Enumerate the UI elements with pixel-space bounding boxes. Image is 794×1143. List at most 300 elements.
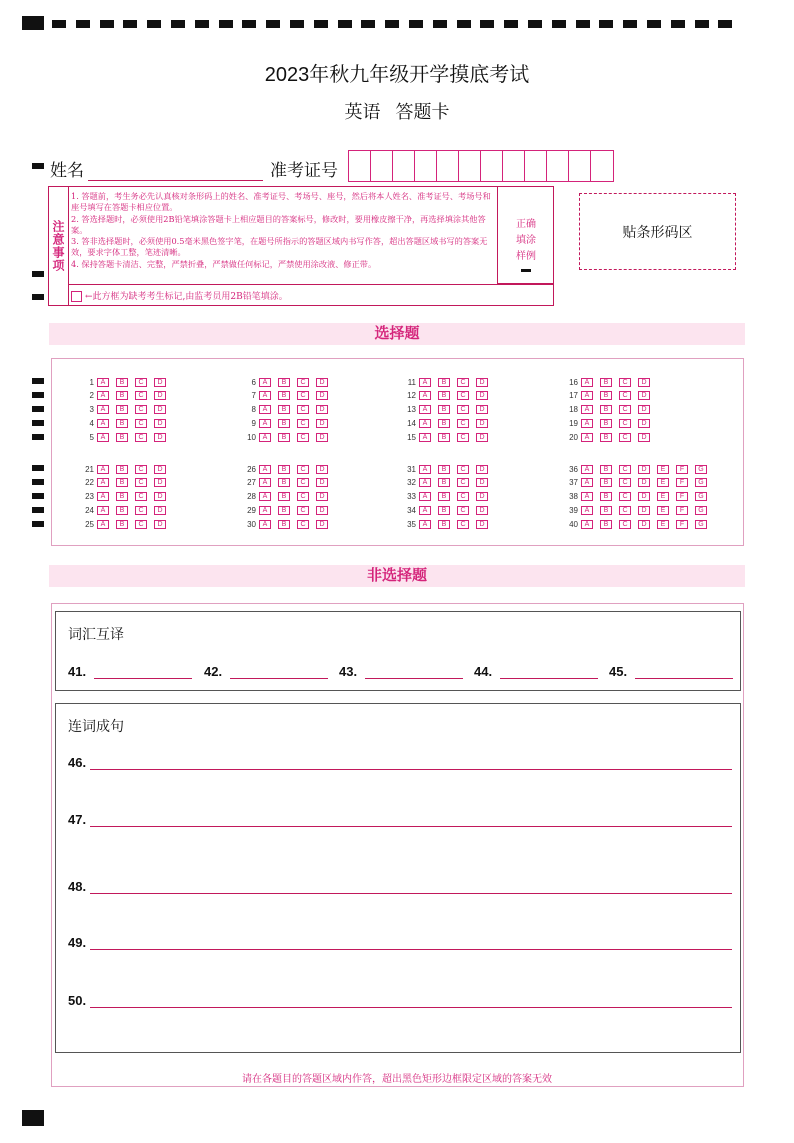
option-bubble[interactable]: F: [676, 492, 688, 501]
option-bubble[interactable]: B: [600, 465, 612, 474]
question-number: 14: [407, 418, 416, 428]
option-bubble[interactable]: A: [97, 378, 109, 387]
mc-question-row: [242, 376, 335, 388]
option-bubble[interactable]: B: [600, 405, 612, 414]
option-bubble[interactable]: D: [638, 478, 650, 487]
mc-question-row: [402, 376, 495, 388]
option-bubble[interactable]: F: [676, 478, 688, 487]
option-bubble[interactable]: B: [116, 492, 128, 501]
option-bubble[interactable]: D: [638, 506, 650, 515]
option-bubble[interactable]: D: [638, 419, 650, 428]
option-bubble[interactable]: C: [135, 506, 147, 515]
corner-mark-top-left: [22, 16, 44, 30]
option-bubble[interactable]: D: [638, 378, 650, 387]
mc-question-row: [242, 431, 335, 443]
mc-question-row: [80, 504, 173, 516]
option-bubble[interactable]: G: [695, 478, 707, 487]
option-bubble[interactable]: C: [457, 433, 469, 442]
option-bubble[interactable]: B: [438, 433, 450, 442]
option-bubble[interactable]: B: [116, 478, 128, 487]
option-bubble[interactable]: D: [154, 506, 166, 515]
vocab-number: 42.: [204, 664, 223, 679]
option-bubble[interactable]: C: [619, 465, 631, 474]
id-digit-cell[interactable]: [569, 151, 591, 181]
option-bubble[interactable]: D: [638, 520, 650, 529]
option-bubble[interactable]: A: [419, 419, 431, 428]
option-bubble[interactable]: D: [476, 433, 488, 442]
option-bubble[interactable]: G: [695, 520, 707, 529]
option-bubble[interactable]: D: [476, 465, 488, 474]
sentence-answer-line[interactable]: [68, 812, 732, 827]
option-bubble[interactable]: D: [476, 378, 488, 387]
question-number: 25: [85, 519, 94, 529]
option-bubble[interactable]: C: [297, 419, 309, 428]
option-bubble[interactable]: E: [657, 506, 669, 515]
option-bubble[interactable]: D: [316, 506, 328, 515]
option-bubble[interactable]: A: [259, 391, 271, 400]
option-bubble[interactable]: C: [457, 492, 469, 501]
option-bubble[interactable]: C: [135, 433, 147, 442]
question-number: 38: [569, 492, 578, 502]
vocab-answer-line[interactable]: [339, 664, 463, 679]
option-bubble[interactable]: D: [316, 378, 328, 387]
option-bubble[interactable]: B: [438, 520, 450, 529]
option-bubble[interactable]: B: [600, 506, 612, 515]
option-bubble[interactable]: B: [278, 478, 290, 487]
mc-question-row: [80, 417, 173, 429]
mc-question-row: [402, 404, 495, 416]
vocab-number: 41.: [68, 664, 87, 679]
option-bubble[interactable]: A: [97, 465, 109, 474]
option-bubble[interactable]: C: [297, 506, 309, 515]
option-bubble[interactable]: D: [316, 478, 328, 487]
timing-mark: [123, 20, 137, 28]
row-marker: [32, 465, 44, 471]
question-number: 35: [407, 519, 416, 529]
option-bubble[interactable]: A: [581, 520, 593, 529]
option-bubble[interactable]: E: [657, 478, 669, 487]
option-bubble[interactable]: C: [297, 492, 309, 501]
row-marker: [32, 406, 44, 412]
timing-mark: [457, 20, 471, 28]
option-bubble[interactable]: D: [316, 520, 328, 529]
option-bubble[interactable]: B: [600, 391, 612, 400]
question-number: 39: [569, 505, 578, 515]
absent-checkbox[interactable]: [71, 291, 82, 302]
nonmc-section-title: 非选择题: [49, 565, 745, 587]
option-bubble[interactable]: C: [619, 405, 631, 414]
id-digit-cell[interactable]: [393, 151, 415, 181]
option-bubble[interactable]: A: [581, 391, 593, 400]
option-bubble[interactable]: D: [476, 478, 488, 487]
id-digit-cell[interactable]: [459, 151, 481, 181]
option-bubble[interactable]: B: [278, 506, 290, 515]
id-digit-cell[interactable]: [481, 151, 503, 181]
option-bubble[interactable]: D: [154, 419, 166, 428]
mc-question-row: [564, 463, 714, 475]
option-bubble[interactable]: D: [476, 419, 488, 428]
mc-question-row: [402, 390, 495, 402]
option-bubble[interactable]: B: [278, 405, 290, 414]
vocab-answer-line[interactable]: [68, 664, 192, 679]
option-bubble[interactable]: C: [457, 520, 469, 529]
option-bubble[interactable]: D: [638, 405, 650, 414]
row-marker: [32, 434, 44, 440]
option-bubble[interactable]: C: [457, 478, 469, 487]
sentence-answer-line[interactable]: [68, 755, 732, 770]
name-underline[interactable]: [88, 164, 263, 181]
option-bubble[interactable]: C: [135, 478, 147, 487]
option-bubble[interactable]: A: [259, 378, 271, 387]
option-bubble[interactable]: D: [476, 520, 488, 529]
timing-mark: [147, 20, 161, 28]
option-bubble[interactable]: C: [297, 465, 309, 474]
option-bubble[interactable]: B: [600, 492, 612, 501]
vocab-underline[interactable]: [230, 668, 328, 679]
exam-title: 2023年秋九年级开学摸底考试: [264, 64, 530, 86]
question-number: 9: [251, 418, 256, 428]
mc-question-row: [564, 477, 714, 489]
option-bubble[interactable]: F: [676, 506, 688, 515]
id-digit-cell[interactable]: [547, 151, 569, 181]
row-marker: [32, 479, 44, 485]
sentence-number: 50.: [68, 993, 87, 1008]
option-bubble[interactable]: B: [600, 433, 612, 442]
row-marker: [32, 507, 44, 513]
sentence-underline[interactable]: [90, 818, 732, 827]
option-bubble[interactable]: B: [600, 378, 612, 387]
timing-mark: [647, 20, 661, 28]
mc-question-row: [80, 463, 173, 475]
option-bubble[interactable]: A: [581, 506, 593, 515]
vocab-number: 44.: [474, 664, 493, 679]
option-bubble[interactable]: A: [419, 433, 431, 442]
mc-question-row: [80, 518, 173, 530]
option-bubble[interactable]: E: [657, 465, 669, 474]
option-bubble[interactable]: G: [695, 506, 707, 515]
option-bubble[interactable]: C: [619, 492, 631, 501]
option-bubble[interactable]: B: [278, 433, 290, 442]
id-label: 准考证号: [270, 161, 338, 180]
option-bubble[interactable]: B: [600, 520, 612, 529]
option-bubble[interactable]: C: [619, 378, 631, 387]
option-bubble[interactable]: C: [135, 405, 147, 414]
sentence-number: 48.: [68, 879, 87, 894]
question-number: 4: [89, 418, 94, 428]
sentence-answer-line[interactable]: [68, 879, 732, 894]
option-bubble[interactable]: D: [154, 492, 166, 501]
option-bubble[interactable]: E: [657, 492, 669, 501]
question-number: 36: [569, 464, 578, 474]
option-bubble[interactable]: B: [116, 391, 128, 400]
option-bubble[interactable]: D: [476, 506, 488, 515]
option-bubble[interactable]: F: [676, 465, 688, 474]
mc-section-title: 选择题: [49, 323, 745, 345]
option-bubble[interactable]: G: [695, 492, 707, 501]
question-number: 37: [569, 478, 578, 488]
option-bubble[interactable]: B: [600, 478, 612, 487]
option-bubble[interactable]: D: [316, 405, 328, 414]
option-bubble[interactable]: D: [154, 478, 166, 487]
vocab-underline[interactable]: [500, 668, 598, 679]
id-digit-cell[interactable]: [437, 151, 459, 181]
option-bubble[interactable]: A: [419, 405, 431, 414]
question-number: 28: [247, 492, 256, 502]
option-bubble[interactable]: A: [259, 465, 271, 474]
mc-question-row: [80, 431, 173, 443]
option-bubble[interactable]: B: [278, 520, 290, 529]
question-number: 19: [569, 418, 578, 428]
id-digit-cell[interactable]: [591, 151, 613, 181]
option-bubble[interactable]: D: [638, 492, 650, 501]
option-bubble[interactable]: C: [297, 405, 309, 414]
sentence-number: 46.: [68, 755, 87, 770]
option-bubble[interactable]: D: [316, 419, 328, 428]
vocab-section: [55, 611, 741, 691]
option-bubble[interactable]: D: [316, 492, 328, 501]
option-bubble[interactable]: C: [457, 506, 469, 515]
option-bubble[interactable]: C: [457, 419, 469, 428]
option-bubble[interactable]: D: [316, 391, 328, 400]
vocab-answer-line[interactable]: [474, 664, 598, 679]
option-bubble[interactable]: A: [97, 405, 109, 414]
option-bubble[interactable]: A: [419, 478, 431, 487]
mc-question-row: [80, 404, 173, 416]
option-bubble[interactable]: D: [316, 465, 328, 474]
option-bubble[interactable]: A: [259, 419, 271, 428]
option-bubble[interactable]: A: [581, 378, 593, 387]
option-bubble[interactable]: C: [135, 465, 147, 474]
option-bubble[interactable]: C: [457, 405, 469, 414]
option-bubble[interactable]: D: [154, 433, 166, 442]
option-bubble[interactable]: C: [457, 378, 469, 387]
option-bubble[interactable]: B: [438, 378, 450, 387]
option-bubble[interactable]: B: [438, 492, 450, 501]
vocab-underline[interactable]: [94, 668, 192, 679]
option-bubble[interactable]: A: [259, 478, 271, 487]
option-bubble[interactable]: B: [116, 465, 128, 474]
option-bubble[interactable]: B: [116, 405, 128, 414]
notice-item: 3. 答非选择题时，必须使用0.5毫米黑色签字笔，在题号所指示的答题区域内书写作答，超出答题区域书写的答案无效，要求字体工整，笔迹清晰。: [71, 236, 488, 258]
option-bubble[interactable]: B: [278, 492, 290, 501]
row-marker: [32, 420, 44, 426]
question-number: 23: [85, 492, 94, 502]
option-bubble[interactable]: D: [154, 391, 166, 400]
option-bubble[interactable]: C: [297, 433, 309, 442]
mc-question-row: [242, 390, 335, 402]
option-bubble[interactable]: C: [619, 419, 631, 428]
notice-marker: [32, 294, 44, 300]
absent-mark[interactable]: [71, 289, 288, 302]
option-bubble[interactable]: D: [638, 465, 650, 474]
question-number: 18: [569, 405, 578, 415]
option-bubble[interactable]: A: [419, 391, 431, 400]
option-bubble[interactable]: B: [278, 378, 290, 387]
option-bubble[interactable]: A: [419, 492, 431, 501]
option-bubble[interactable]: B: [116, 378, 128, 387]
option-bubble[interactable]: D: [154, 465, 166, 474]
option-bubble[interactable]: B: [278, 419, 290, 428]
mc-question-row: [564, 376, 657, 388]
option-bubble[interactable]: C: [619, 478, 631, 487]
vocab-underline[interactable]: [365, 668, 463, 679]
vocab-answer-line[interactable]: [609, 664, 733, 679]
timing-mark: [266, 20, 280, 28]
question-number: 1: [89, 377, 94, 387]
question-number: 32: [407, 478, 416, 488]
timing-mark: [290, 20, 304, 28]
option-bubble[interactable]: A: [259, 492, 271, 501]
option-bubble[interactable]: A: [581, 465, 593, 474]
sentence-answer-line[interactable]: [68, 993, 732, 1008]
option-bubble[interactable]: A: [419, 465, 431, 474]
timing-mark: [576, 20, 590, 28]
mc-question-row: [564, 431, 657, 443]
timing-mark: [718, 20, 732, 28]
option-bubble[interactable]: D: [638, 433, 650, 442]
option-bubble[interactable]: A: [97, 506, 109, 515]
option-bubble[interactable]: A: [97, 520, 109, 529]
option-bubble[interactable]: B: [438, 506, 450, 515]
name-marker: [32, 163, 44, 169]
option-bubble[interactable]: A: [581, 478, 593, 487]
timing-mark: [219, 20, 233, 28]
divider: [68, 284, 553, 285]
option-bubble[interactable]: B: [116, 433, 128, 442]
question-number: 26: [247, 464, 256, 474]
option-bubble[interactable]: D: [316, 433, 328, 442]
option-bubble[interactable]: A: [419, 506, 431, 515]
option-bubble[interactable]: A: [419, 378, 431, 387]
question-number: 16: [569, 377, 578, 387]
filled-mark-icon: [521, 269, 531, 272]
sentence-underline[interactable]: [90, 761, 732, 770]
option-bubble[interactable]: A: [259, 405, 271, 414]
option-bubble[interactable]: A: [259, 520, 271, 529]
option-bubble[interactable]: A: [97, 419, 109, 428]
notice-item: 1. 答题前，考生务必先认真核对条形码上的姓名、准考证号、考场号、座号，然后将本人姓名、准考证号、考场号和座号填写在答题卡相应位置。: [71, 191, 491, 213]
option-bubble[interactable]: B: [438, 391, 450, 400]
option-bubble[interactable]: B: [600, 419, 612, 428]
question-number: 24: [85, 505, 94, 515]
id-digit-cell[interactable]: [503, 151, 525, 181]
option-bubble[interactable]: C: [297, 520, 309, 529]
mc-question-row: [402, 477, 495, 489]
option-bubble[interactable]: B: [438, 405, 450, 414]
option-bubble[interactable]: D: [154, 520, 166, 529]
option-bubble[interactable]: A: [581, 492, 593, 501]
option-bubble[interactable]: C: [619, 433, 631, 442]
mc-question-row: [402, 417, 495, 429]
option-bubble[interactable]: C: [135, 378, 147, 387]
option-bubble[interactable]: D: [476, 391, 488, 400]
question-number: 12: [407, 391, 416, 401]
sentence-underline[interactable]: [90, 941, 732, 950]
option-bubble[interactable]: A: [581, 433, 593, 442]
option-bubble[interactable]: C: [619, 391, 631, 400]
option-bubble[interactable]: F: [676, 520, 688, 529]
mc-question-row: [564, 417, 657, 429]
option-bubble[interactable]: B: [438, 465, 450, 474]
option-bubble[interactable]: A: [97, 492, 109, 501]
option-bubble[interactable]: B: [116, 419, 128, 428]
option-bubble[interactable]: A: [97, 478, 109, 487]
mc-answer-area: [51, 358, 744, 546]
question-number: 30: [247, 519, 256, 529]
option-bubble[interactable]: B: [438, 478, 450, 487]
id-digit-cell[interactable]: [371, 151, 393, 181]
id-digit-cell[interactable]: [525, 151, 547, 181]
row-marker: [32, 521, 44, 527]
question-number: 2: [89, 391, 94, 401]
option-bubble[interactable]: D: [154, 378, 166, 387]
sentence-underline[interactable]: [90, 885, 732, 894]
timing-mark: [76, 20, 90, 28]
option-bubble[interactable]: B: [278, 465, 290, 474]
option-bubble[interactable]: C: [297, 478, 309, 487]
option-bubble[interactable]: D: [154, 405, 166, 414]
timing-mark: [599, 20, 613, 28]
sentence-underline[interactable]: [90, 999, 732, 1008]
option-bubble[interactable]: C: [457, 391, 469, 400]
option-bubble[interactable]: G: [695, 465, 707, 474]
timing-mark: [623, 20, 637, 28]
option-bubble[interactable]: D: [476, 492, 488, 501]
vocab-underline[interactable]: [635, 668, 733, 679]
option-bubble[interactable]: D: [476, 405, 488, 414]
option-bubble[interactable]: A: [259, 506, 271, 515]
nonmc-answer-area: [51, 603, 744, 1087]
option-bubble[interactable]: C: [619, 506, 631, 515]
mc-question-row: [564, 404, 657, 416]
option-bubble[interactable]: C: [457, 465, 469, 474]
option-bubble[interactable]: A: [581, 405, 593, 414]
timing-mark: [361, 20, 375, 28]
question-number: 22: [85, 478, 94, 488]
id-digit-cell[interactable]: [415, 151, 437, 181]
option-bubble[interactable]: A: [259, 433, 271, 442]
option-bubble[interactable]: C: [135, 419, 147, 428]
id-number-cells[interactable]: [348, 150, 614, 182]
name-field[interactable]: [50, 156, 263, 181]
question-number: 21: [85, 464, 94, 474]
option-bubble[interactable]: A: [419, 520, 431, 529]
option-bubble[interactable]: B: [116, 520, 128, 529]
option-bubble[interactable]: B: [278, 391, 290, 400]
option-bubble[interactable]: C: [135, 391, 147, 400]
barcode-label: 贴条形码区: [622, 223, 693, 240]
option-bubble[interactable]: C: [297, 378, 309, 387]
option-bubble[interactable]: A: [581, 419, 593, 428]
option-bubble[interactable]: E: [657, 520, 669, 529]
id-digit-cell[interactable]: [349, 151, 371, 181]
question-number: 40: [569, 519, 578, 529]
sentence-answer-line[interactable]: [68, 935, 732, 950]
timing-mark: [695, 20, 709, 28]
option-bubble[interactable]: C: [297, 391, 309, 400]
vocab-answer-line[interactable]: [204, 664, 328, 679]
option-bubble[interactable]: B: [116, 506, 128, 515]
option-bubble[interactable]: B: [438, 419, 450, 428]
option-bubble[interactable]: C: [135, 492, 147, 501]
option-bubble[interactable]: A: [97, 433, 109, 442]
row-marker: [32, 378, 44, 384]
option-bubble[interactable]: C: [619, 520, 631, 529]
option-bubble[interactable]: D: [638, 391, 650, 400]
question-number: 15: [407, 432, 416, 442]
option-bubble[interactable]: A: [97, 391, 109, 400]
option-bubble[interactable]: C: [135, 520, 147, 529]
